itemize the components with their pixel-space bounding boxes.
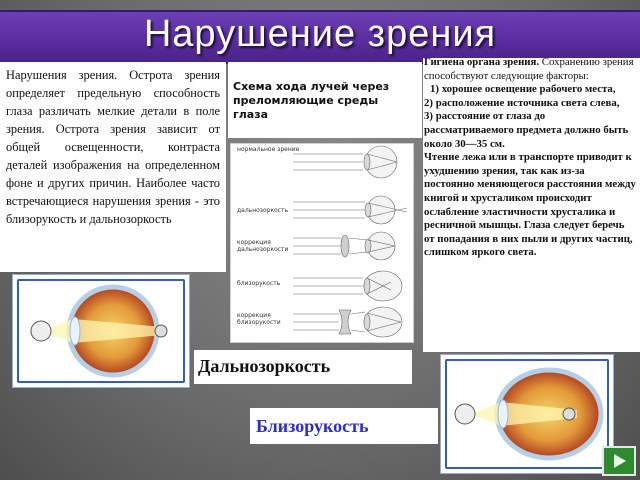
eye-row-farsighted-correction: [293, 232, 395, 260]
hygiene-item-2: 2) расположение источника света слева,: [424, 96, 620, 109]
diagram-label-nearsighted-correction: коррекция близорукости: [237, 312, 281, 326]
hygiene-item-3: 3) расстояние от глаза до рассматриваемого предмета должно быть около 30—35 см.: [424, 110, 629, 150]
farsighted-eye-image: [12, 274, 190, 388]
hygiene-text: [424, 56, 636, 260]
ray-diagram-drawing: [231, 144, 413, 342]
slide-title: Нарушение зрения: [143, 13, 497, 55]
hygiene-heading: Гигиена органа зрения.: [424, 56, 540, 68]
eye-row-normal: [293, 146, 397, 178]
nearsighted-label: Близорукость: [250, 408, 438, 444]
nearsighted-eye-image: [440, 354, 614, 474]
ray-diagram: [230, 143, 414, 343]
eye-row-farsighted: [293, 196, 407, 224]
hygiene-intro: Сохранению зрения способствуют следующие факторы:: [424, 56, 634, 82]
hygiene-item-1: 1) хорошее освещение рабочего места,: [430, 83, 616, 96]
eye-illustration: [441, 355, 613, 473]
diagram-label-normal: нормальное зрение: [237, 146, 300, 153]
diagram-label-nearsighted: близорукость: [237, 280, 281, 287]
eye-illustration: [13, 275, 189, 387]
hygiene-body: Чтение лежа или в транспорте приводит к ухудшению зрения, так как из-за постоянно меняющегося расстояния между книгой и хрусталиком происходит ослабление эластичности хрусталика и ресничной мышцы. Глаза следует беречь от попадания в них пыли и других частиц, слишком яркого света.: [424, 151, 636, 259]
diagram-label-farsighted: дальнозоркость: [237, 207, 289, 214]
eye-row-nearsighted-correction: [293, 307, 402, 337]
diagram-label-farsighted-correction: коррекция дальнозоркости: [237, 239, 289, 253]
next-slide-icon: [604, 448, 634, 474]
eye-row-nearsighted: [293, 271, 402, 301]
schema-caption: Схема хода лучей через преломляющие среды глаза: [233, 80, 390, 121]
farsighted-label: Дальнозоркость: [194, 350, 412, 384]
intro-text: Нарушения зрения. Острота зрения определяет предельную способность глаза различать мелкие детали в поле зрения. Острота зрения зависит от общей освещенности, контраста деталей изображения на определенном фоне и других причин. Наиболее часто встречающиеся нарушения зрения - это близорукость и дальнозоркость: [6, 68, 220, 226]
next-slide-button[interactable]: [602, 446, 636, 476]
